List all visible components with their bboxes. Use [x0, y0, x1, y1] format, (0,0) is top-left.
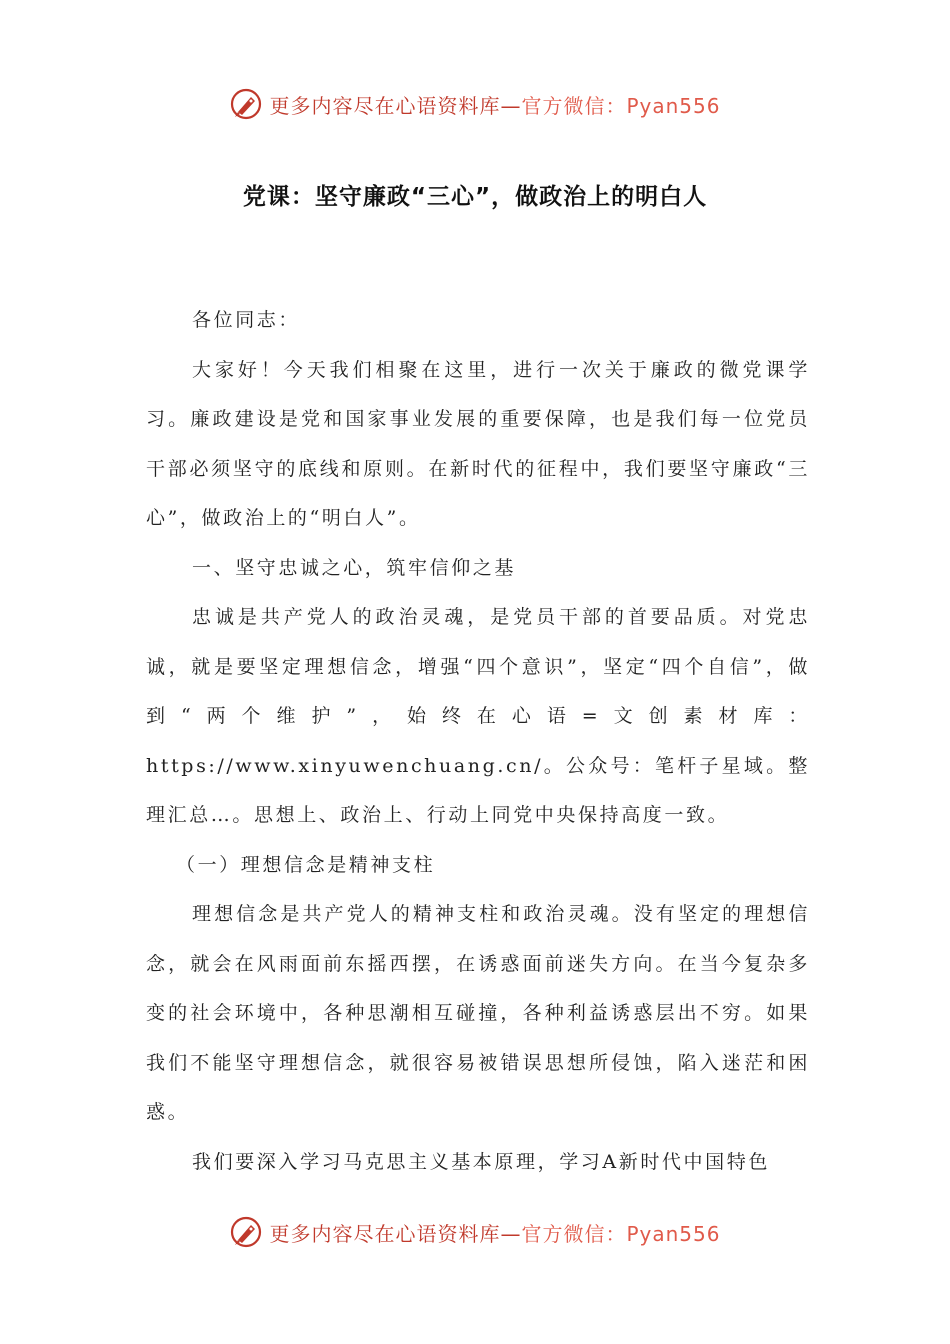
section-heading: 一、坚守忠诚之心，筑牢信仰之基: [192, 556, 517, 579]
watermark-text: 更多内容尽在心语资料库—官方微信：Pyan556: [269, 93, 721, 118]
subsection-heading: （一）理想信念是精神支柱: [176, 853, 436, 876]
paragraph: 理想信念是共产党人的精神支柱和政治灵魂。没有坚定的理想信念，就会在风雨面前东摇西摆，在诱惑面前迷失方向。在当今复杂多变的社会环境中，各种思潮相互碰撞，各种利益诱惑层出不穷。如果我们不能坚守理想信念，就很容易被错误思想所侵蚀，陷入迷茫和困惑。: [146, 903, 810, 1123]
document-body: [146, 296, 810, 1187]
paragraph: 忠诚是共产党人的政治灵魂，是党员干部的首要品质。对党忠诚，就是要坚定理想信念，增强“四个意识”，坚定“四个自信”，做到“两个维护”，始终在心语=文创素材库：https://www.xinyuwenchuang.cn/。公众号：笔杆子星域。整理汇总…。思想上、政治上、行动上同党中央保持高度一致。: [146, 606, 810, 826]
footer-watermark: [0, 1212, 950, 1252]
document-title: 党课：坚守廉政“三心”，做政治上的明白人: [242, 184, 708, 210]
pen-nib-circle-icon: [229, 1215, 263, 1249]
header-watermark: [0, 84, 950, 124]
pen-nib-circle-icon: [229, 87, 263, 121]
paragraph: 我们要深入学习马克思主义基本原理，学习A新时代中国特色: [192, 1150, 770, 1173]
greeting: 各位同志：: [192, 309, 301, 331]
watermark-text: 更多内容尽在心语资料库—官方微信：Pyan556: [269, 1221, 721, 1246]
paragraph: 大家好！今天我们相聚在这里，进行一次关于廉政的微党课学习。廉政建设是党和国家事业发展的重要保障，也是我们每一位党员干部必须坚守的底线和原则。在新时代的征程中，我们要坚守廉政“三心”，做政治上的“明白人”。: [146, 358, 810, 529]
